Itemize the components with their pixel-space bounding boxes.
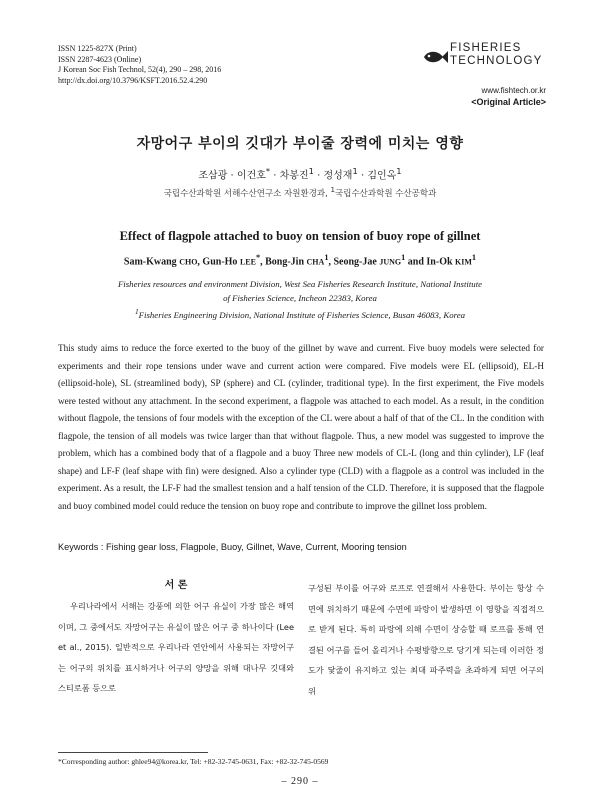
page-number: – 290 – (281, 776, 319, 787)
citation: J Korean Soc Fish Technol, 52(4), 290 – 298, 2016 (58, 65, 222, 74)
journal-logo (420, 42, 542, 86)
intro-paragraph: 우리나라에서 서해는 강풍에 의한 어구 유실이 가장 많은 해역이며, 그 중에서도 자망어구는 유실이 많은 어구 중 하나이다 (Lee et al., 2015). 일반적으로 우리나라 연안에서 사용되는 자망어구는 어구의 위치를 표시하거나 어구의 양망을 위해 대나무 깃대와 스티로폼 등으로 (58, 601, 294, 693)
journal-meta (58, 44, 221, 86)
corresponding-author-footnote: *Corresponding author: ghlee94@korea.kr, Tel: +82-32-745-0631, Fax: +82-32-745-0569 (58, 757, 329, 766)
logo-wordmark: FISHERIES TECHNOLOGY (450, 42, 543, 67)
title-english: Effect of flagpole attached to buoy on tension of buoy rope of gillnet (119, 229, 481, 243)
authors-korean: 조삼광 · 이건호* · 차봉진$^1$ · 정성재$^1$ · 김인옥$^1$ (198, 166, 402, 182)
affiliation-english: Fisheries resources and environment Division, West Sea Fisheries Research Institute, National Institute of Fisheries Science, Incheon 22383, Korea $^1$Fisheries Engineering Division, National Institute of Fisheries Science, Busan 46083, Korea (117, 279, 483, 320)
fish-icon (422, 48, 448, 66)
abstract: This study aims to reduce the force exerted to the buoy of the gillnet by wave and current. Five buoy models were selected for experiments and their rope tensions under wave and current action were compared. Five models were EL (ellipsoid), EL-H (ellipsoid-hole), SL (streamlined body), SP (sphere) and CL (cylinder, traditional type). In the first experiment, the Five models were tested without any attachment. In the second experiment, a flagpole was attached to each model. As a result, in the condition without flagpole, the tensions of four models with the exception of the CL were about a half of that of the CL. In the condition with flagpole, the tension of all models was twice larger than that without flagpole. Thus, a new model was suggested to improve the problem, which has a combined body that of a flagpole and a buoy Three new models of CL-L (long and thin cylinder), LF (leaf shape) and LF-F (leaf shape with fin) were designed. Also a cylinder type (CLD) with a flagpole as a control was included in the experiment. As a result, the LF-F had the smallest tension and a half tension of the CLD. Therefore, it is supposed that the flagpole and buoy combined model could reduce the tension on buoy rope and contribute to improve the gillnet loss problem. (58, 343, 544, 511)
affiliation-korean: 국립수산과학원 서해수산연구소 자원환경과, $^1$국립수산과학원 수산공학과 (163, 185, 437, 199)
keywords: Keywords : Fishing gear loss, Flagpole, Buoy, Gillnet, Wave, Current, Mooring tension (58, 542, 407, 552)
title-korean: 자망어구 부이의 깃대가 부이줄 장력에 미치는 영향 (136, 136, 464, 152)
footnote-divider (58, 752, 208, 753)
journal-website[interactable]: www.fishtech.or.kr (481, 86, 546, 95)
article-type: <Original Article> (471, 97, 546, 107)
intro-right-column (308, 578, 544, 701)
issn-print: ISSN 1225-827X (Print) (58, 44, 137, 53)
doi-link[interactable]: http://dx.doi.org/10.3796/KSFT.2016.52.4.290 (58, 75, 208, 85)
intro-paragraph-continued: 구성된 부이를 어구와 로프로 연결해서 사용한다. 부이는 항상 수면에 위치하기 때문에 수면에 파랑이 발생하면 이 영향을 직접적으로 받게 된다. 특히 파랑에 의해 수면이 상승할 때 로프를 통해 연결된 어구를 들어 올리거나 수평방향으로 당기게 되는데 이러한 정도가 닻줄이 유지하고 있는 최대 파주력을 초과하게 되면 어구의 위 (308, 583, 544, 696)
section-heading: 서 론 (164, 580, 188, 591)
authors-english: Sam-Kwang CHO, Gun-Ho LEE*, Bong-Jin CHA$^1$, Seong-Jae JUNG$^1$ and In-Ok KIM$^1$ (123, 253, 477, 268)
issn-online: ISSN 2287-4623 (Online) (58, 54, 142, 64)
intro-left-column (58, 578, 294, 699)
